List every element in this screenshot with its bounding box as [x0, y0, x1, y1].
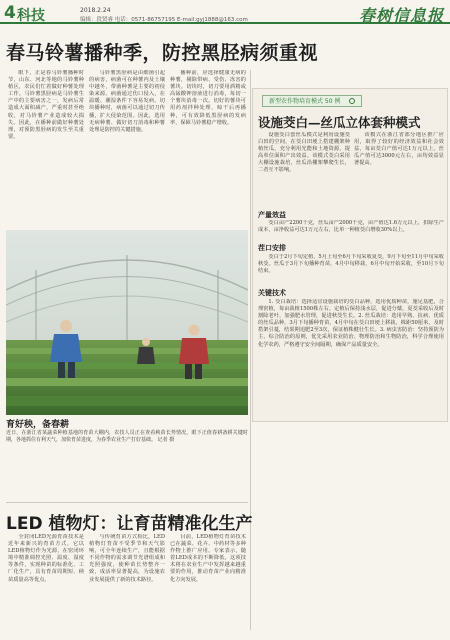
photo-credit: 记者 摄: [157, 437, 175, 443]
feature-paragraph: 茭白亩产2200千克，丝瓜亩产2000千克，亩产值达1.6万元以上，扣除生产成本，亩净收益可达1万元左右，比单一种植茭白增收30%以上。: [258, 220, 444, 234]
photo-caption: [6, 430, 248, 452]
editor-name: 编辑：段贤睿: [80, 17, 114, 23]
feature-tag-label: 新型农作物培育模式 50 例: [269, 98, 341, 105]
phone-number: 电话：0571-86757195: [114, 17, 176, 23]
masthead-contact: [80, 15, 248, 23]
article1-column-2: [89, 70, 165, 222]
photo-title: 育好秧，备春耕: [6, 420, 70, 430]
article1-column-3: [170, 70, 246, 222]
masthead-meta: [80, 7, 119, 14]
feature-paragraph: 茭白于2月下旬定植，5月上旬至6月下旬采收夏茭，9月下旬至11月中旬采收秋茭。丝瓜于3月下旬播种育苗，4月中旬移栽，6月中旬开始采收，至10月下旬结束。: [258, 254, 444, 275]
tech-title: 关键技术: [258, 289, 286, 297]
article2-paragraph: 与传统育苗方式相比，LED植物灯育苗不受季节和天气影响，可全年连续生产，且能根据不同作物的需求调节光谱组成和光照强度，使种苗长势整齐一致，成活率显著提高，为设施农业发展提供了新的技术路径。: [89, 534, 165, 583]
column-divider: [250, 70, 251, 630]
page-number: 4: [4, 3, 16, 23]
article2-paragraph: 目前，LED植物灯育苗技术已在蔬菜、花卉、中药材等多种作物上推广应用。专家表示，随着LED成本的不断降低，这项技术将在农业生产中发挥越来越重要的作用，推动育苗产业向精准化方向发展。: [170, 534, 246, 583]
article2-column-3: [170, 534, 246, 634]
article2-column-2: [89, 534, 165, 634]
newspaper-logo: 春树信息报: [358, 6, 444, 25]
photo-caption-text: 近日，在浙江省某蔬菜种植基地的育苗大棚内，农技人员正在查看秧苗长势情况。眼下正值春耕备耕关键时期，各地抓住有利天气，加快育苗进度，为春季农业生产打好基础。: [6, 430, 248, 443]
feature-tag: [262, 95, 362, 107]
article2-paragraph: 全封闭LED光源育苗技术是近年来新兴的育苗方式，它以LED植物灯作为光源，在密闭环境中精准调控光照、温度、湿度等条件，实现种苗的标准化、工厂化生产，具有育苗周期短、秧苗质量高等优点。: [8, 534, 84, 583]
article1-column-1: [8, 70, 84, 222]
stubble-title: 茬口安排: [258, 244, 286, 252]
email-address: E-mail:gyj1888@163.com: [177, 17, 248, 23]
issue-date: 2018.2.24: [80, 7, 111, 14]
led-headline: LED 植物灯：让育苗精准化生产: [6, 514, 253, 534]
greenhouse-illustration: [6, 230, 248, 415]
feature-headline: 设施茭白—丝瓜立体套种模式: [258, 115, 421, 130]
main-headline: 春马铃薯播种季，防控黑胫病须重视: [6, 42, 319, 64]
masthead: [0, 0, 450, 24]
article1-paragraph: 眼下，正是春马铃薯播种时节，山东、河北等地的马铃薯种植区，农民们忙着做好种薯处理工作。马铃薯黑胫病是马铃薯生产中的主要病害之一，发病后常造成大面积减产，严重时甚至绝收，对马铃薯产业造成较大损失。因此，在播种前做好种薯处理，对预防黑胫病的发生至关重要。: [8, 70, 84, 140]
output-title: 产量效益: [258, 211, 286, 219]
article1-paragraph: 马铃薯黑胫病是由细菌引起的病害，病菌可在种薯内及土壤中越冬，带菌种薯是主要的初侵染来源。病菌通过伤口侵入，在温暖、潮湿条件下容易发病。切块播种时，病菌可以通过切刀传播，扩大侵染范围。因此，选用无病种薯、做好切刀消毒和种薯处理是防控的关键措施。: [89, 70, 165, 133]
greenhouse-photo: [6, 230, 248, 415]
feature-intro-left: [258, 132, 350, 212]
article1-paragraph: 播种前，应选择健康无病的种薯，剔除带病、受伤、冻害的薯块。切块时，切刀要用酒精或高锰酸钾溶液进行消毒，每切一个薯块消毒一次。切好的薯块可用药剂拌种处理，晾干后再播种，可有效降低黑胫病的发病率，保障马铃薯稳产增收。: [170, 70, 246, 126]
article2-column-1: [8, 534, 84, 634]
bullet-icon: [349, 98, 355, 104]
feature-intro-right: [354, 132, 444, 212]
feature-paragraph: 设施茭白套丝瓜模式是利用设施茭白田的空间，在茭白田埂上搭建棚架种植丝瓜，充分利用光能和土地资源，提高单位面积产出效益。该模式茭白采用大棚设施栽培，丝瓜沿棚架攀爬生长，二者互不影响。: [258, 132, 350, 174]
feature-paragraph: 该模式在浙江省部分地区推广应用，取得了较好的经济效益和社会效益，每亩茭白产值可达1万元以上，丝瓜产值可达3000元左右，亩均效益显著提高。: [354, 132, 444, 167]
section-title: 科技: [17, 8, 45, 24]
divider: [6, 502, 248, 503]
tech-text: [258, 299, 444, 419]
stubble-text: [258, 254, 444, 282]
feature-paragraph: 1. 茭白栽培：选择适宜设施栽培的茭白品种，选用优质种苗，施足基肥，合理密植，每亩栽植1500株左右。定植后保持浅水层，促进分蘖，夏茭采收后及时割除老叶，加强肥水管理，促进秋茭生长。2. 丝瓜栽培：选用早熟、抗病、优质的丝瓜品种，3月下旬播种育苗，4月中旬在茭白田埂上移栽，株距50厘米，及时搭架引蔓，结果期追肥2至3次，保证植株健壮生长。3. 病虫害防治：坚持预防为主、综合防治的原则，优先采用农业防治、物理防治和生物防治，科学合理使用化学农药，严格遵守安全间隔期，确保产品质量安全。: [258, 299, 444, 348]
